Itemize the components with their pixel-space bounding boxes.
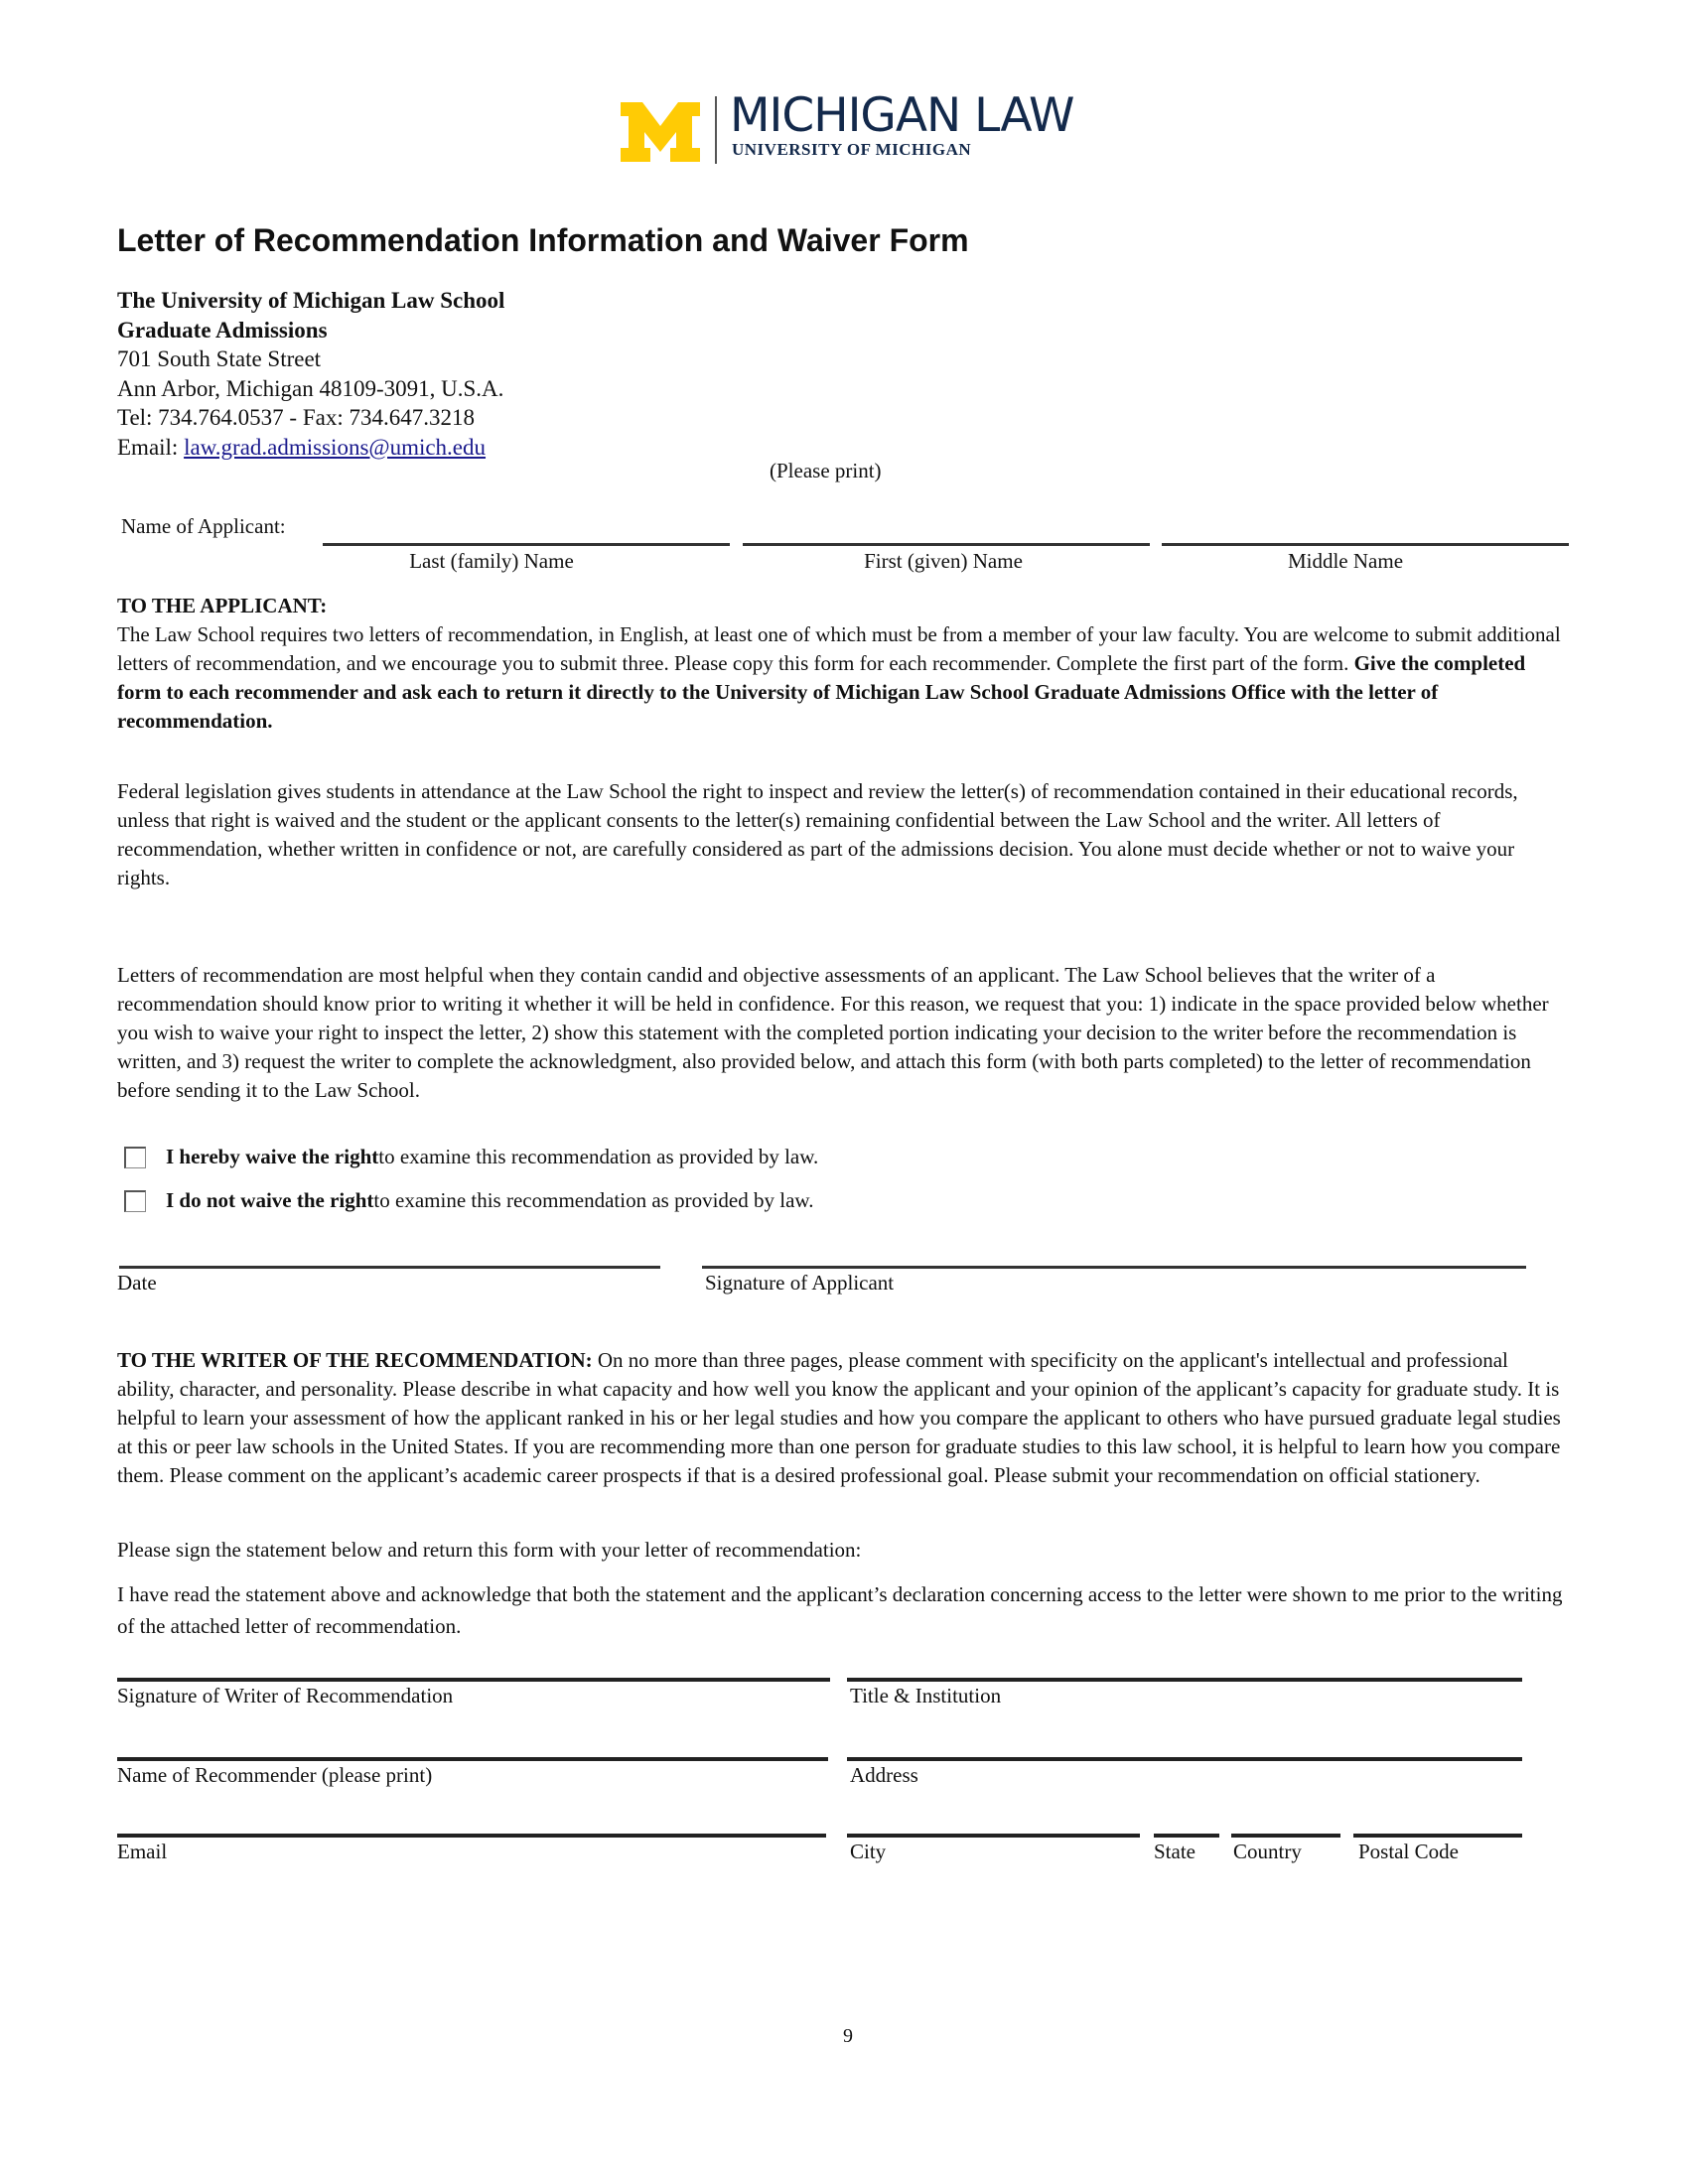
no-waive-label-bold: I do not waive the right	[166, 1188, 374, 1212]
waive-label-bold: I hereby waive the right	[166, 1145, 379, 1168]
applicant-signature-label: Signature of Applicant	[705, 1271, 895, 1295]
date-field[interactable]	[119, 1266, 660, 1269]
applicant-paragraph-1	[117, 620, 1567, 736]
logo-title: MICHIGAN LAW	[730, 88, 1074, 143]
first-name-field[interactable]	[743, 543, 1150, 546]
middle-name-label: Middle Name	[1287, 549, 1404, 573]
address-field[interactable]	[847, 1757, 1522, 1761]
logo-divider	[715, 96, 717, 164]
email-label: Email:	[117, 434, 185, 460]
phone-fax: Tel: 734.764.0537 - Fax: 734.647.3218	[117, 405, 475, 430]
recommender-name-label: Name of Recommender (please print)	[117, 1763, 433, 1787]
applicant-p1-bold: Give the completed form to each recommender and ask each to return it directly to the University of Michigan Law School Graduate Admissions Office with the letter of recommendation.	[117, 651, 1526, 733]
writer-signature-field[interactable]	[117, 1678, 830, 1682]
date-label: Date	[117, 1271, 157, 1295]
no-waive-label-rest: to examine this recommendation as provided by law.	[373, 1188, 814, 1212]
last-name-label: Last (family) Name	[409, 549, 574, 573]
title-institution-label: Title & Institution	[850, 1684, 1002, 1707]
postal-code-label: Postal Code	[1358, 1840, 1459, 1863]
page-number: 9	[843, 2025, 853, 2047]
recommender-name-field[interactable]	[117, 1757, 828, 1761]
writer-heading: TO THE WRITER OF THE RECOMMENDATION:	[117, 1348, 593, 1372]
writer-paragraph-3: I have read the statement above and acknowledge that both the statement and the applicant’s declaration concerning access to the letter were shown to me prior to the writing of the attached letter of recommendation.	[117, 1582, 1563, 1638]
city-field[interactable]	[847, 1834, 1140, 1838]
state-label: State	[1154, 1840, 1196, 1863]
applicant-heading: TO THE APPLICANT:	[117, 594, 328, 617]
block-m-icon	[621, 102, 700, 162]
applicant-name-label: Name of Applicant:	[121, 514, 286, 538]
email-field[interactable]	[117, 1834, 826, 1838]
no-waive-option[interactable]	[124, 1188, 813, 1213]
page-title: Letter of Recommendation Information and Waiver Form	[117, 222, 969, 258]
country-field[interactable]	[1231, 1834, 1340, 1838]
email-link[interactable]: law.grad.admissions@umich.edu	[184, 434, 487, 460]
city-state: Ann Arbor, Michigan 48109-3091, U.S.A.	[117, 375, 504, 401]
michigan-law-logo	[621, 88, 1074, 174]
middle-name-field[interactable]	[1162, 543, 1569, 546]
last-name-field[interactable]	[323, 543, 730, 546]
street: 701 South State Street	[117, 346, 322, 371]
waive-label-rest: to examine this recommendation as provided by law.	[378, 1145, 819, 1168]
no-waive-checkbox[interactable]	[124, 1190, 146, 1212]
email-label: Email	[117, 1840, 168, 1863]
address-block	[117, 286, 504, 462]
title-institution-field[interactable]	[847, 1678, 1522, 1682]
address-label: Address	[850, 1763, 918, 1787]
state-field[interactable]	[1154, 1834, 1219, 1838]
writer-paragraph-1	[117, 1346, 1567, 1490]
applicant-paragraph-2: Federal legislation gives students in attendance at the Law School the right to inspect and review the letter(s) of recommendation contained in their educational records, unless that right is waived and the student or the applicant consents to the letter(s) remaining confidential between the Law School and the writer. All letters of recommendation, whether written in confidence or not, are carefully considered as part of the admissions decision. You alone must decide whether or not to waive your rights.	[117, 779, 1518, 889]
email-line	[117, 433, 504, 463]
school-name: The University of Michigan Law School	[117, 288, 505, 313]
postal-code-field[interactable]	[1353, 1834, 1522, 1838]
city-label: City	[850, 1840, 887, 1863]
applicant-section	[117, 592, 1567, 736]
please-print-note: (Please print)	[770, 459, 882, 482]
writer-p1-text: On no more than three pages, please comment with specificity on the applicant's intellectual and professional ability, character, and personality. Please describe in what capacity and how well you know the applicant and your opinion of the applicant’s capacity for graduate study. It is helpful to learn your assessment of how the applicant ranked in his or her legal studies and how you compare the applicant to others who have pursued graduate legal studies at this or peer law schools in the United States. If you are recommending more than one person for graduate studies to this law school, it is helpful to learn how you compare them. Please comment on the applicant’s academic career prospects if that is a desired professional goal. Please submit your recommendation on official stationery.	[117, 1348, 1561, 1487]
applicant-p1-text: The Law School requires two letters of recommendation, in English, at least one of which must be from a member of your law faculty. You are welcome to submit additional letters of recommendation, and we encourage you to submit three. Please copy this form for each recommender. Complete the first part of the form.	[117, 622, 1561, 675]
first-name-label: First (given) Name	[864, 549, 1023, 573]
applicant-signature-field[interactable]	[702, 1266, 1526, 1269]
writer-paragraph-2: Please sign the statement below and return this form with your letter of recommendation:	[117, 1538, 862, 1562]
applicant-paragraph-3: Letters of recommendation are most helpful when they contain candid and objective assessments of an applicant. The Law School believes that the writer of a recommendation should know prior to writing it whether it will be held in confidence. For this reason, we request that you: 1) indicate in the space provided below whether you wish to waive your right to inspect the letter, 2) show this statement with the completed portion indicating your decision to the writer before the recommendation is written, and 3) request the writer to complete the acknowledgment, also provided below, and attach this form (with both parts completed) to the letter of recommendation before sending it to the Law School.	[117, 963, 1549, 1102]
logo-subtitle: UNIVERSITY OF MICHIGAN	[732, 140, 972, 159]
waive-checkbox[interactable]	[124, 1147, 146, 1168]
country-label: Country	[1233, 1840, 1302, 1863]
writer-signature-label: Signature of Writer of Recommendation	[117, 1684, 454, 1707]
waive-option[interactable]	[124, 1145, 818, 1169]
office-name: Graduate Admissions	[117, 317, 328, 342]
